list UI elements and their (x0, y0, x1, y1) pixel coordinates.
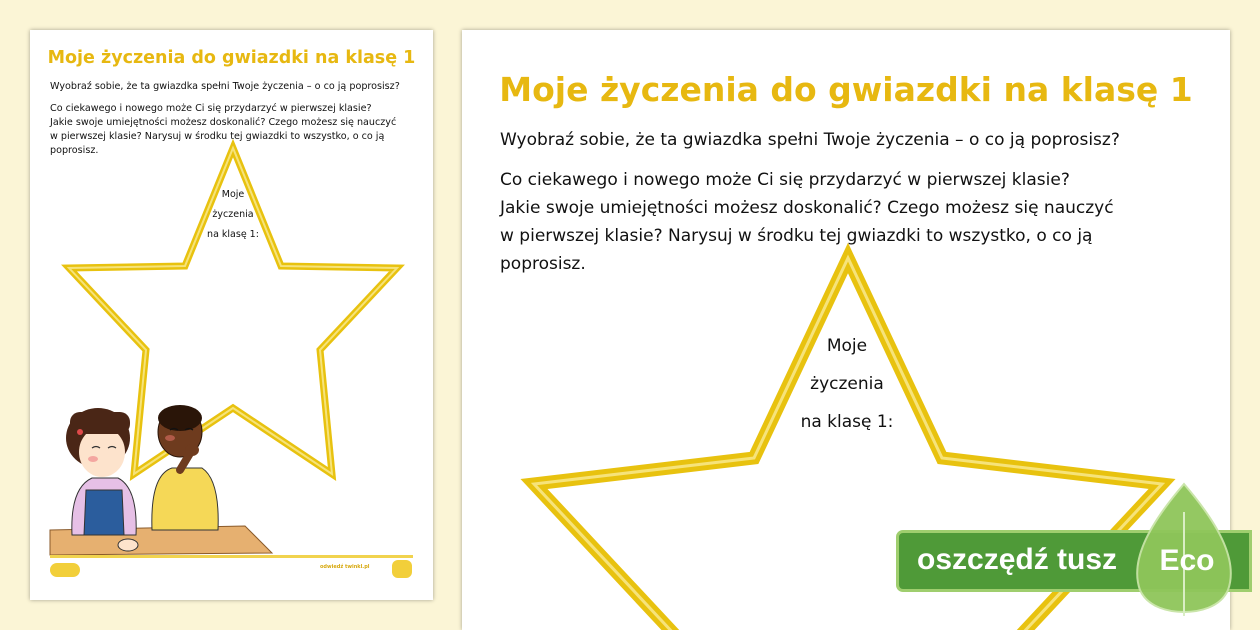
star-label-line-2: życzenia (810, 374, 884, 394)
question-line-3: w pierwszej klasie? Narysuj w środku tej gwiazdki to wszystko, o co ją (500, 226, 1093, 246)
question-line-4: poprosisz. (500, 254, 586, 274)
small-star-label-line-1: Moje (221, 189, 245, 200)
footer-url: odwiedź twinkl.pl (320, 564, 370, 570)
small-question-1: Co ciekawego i nowego może Ci się przydarzyć w pierwszej klasie? (50, 103, 372, 114)
eco-ink-saver-badge (896, 482, 1260, 612)
footer-rule (50, 555, 413, 558)
small-question-4: poprosisz. (50, 145, 99, 156)
twinkl-badge-icon (392, 560, 412, 578)
eco-banner-text: oszczędź tusz (917, 543, 1118, 576)
star-label-line-3: na klasę 1: (800, 412, 894, 432)
small-star-label-line-3: na klasę 1: (207, 229, 259, 240)
children-illustration (30, 30, 433, 600)
worksheet-preview-small (30, 30, 433, 600)
worksheet-title: Moje życzenia do gwiazdki na klasę 1 (499, 70, 1193, 109)
question-line-2: Jakie swoje umiejętności możesz doskonalić? Czego możesz się nauczyć (500, 198, 1114, 218)
small-question-2: Jakie swoje umiejętności możesz doskonalić? Czego możesz się nauczyć (50, 117, 397, 128)
intro-text: Wyobraź sobie, że ta gwiazdka spełni Twoje życzenia – o co ją poprosisz? (500, 130, 1120, 150)
small-worksheet-title: Moje życzenia do gwiazdki na klasę 1 (47, 48, 416, 68)
twinkl-logo (50, 563, 80, 577)
star-label-line-1: Moje (826, 336, 868, 356)
small-intro: Wyobraź sobie, że ta gwiazdka spełni Twoje życzenia – o co ją poprosisz? (50, 81, 400, 92)
small-question-3: w pierwszej klasie? Narysuj w środku tej gwiazdki to wszystko, o co ją (50, 131, 385, 142)
eco-label: Eco (1159, 544, 1215, 577)
small-star-label-line-2: życzenia (212, 209, 254, 220)
question-line-1: Co ciekawego i nowego może Ci się przydarzyć w pierwszej klasie? (500, 170, 1070, 190)
